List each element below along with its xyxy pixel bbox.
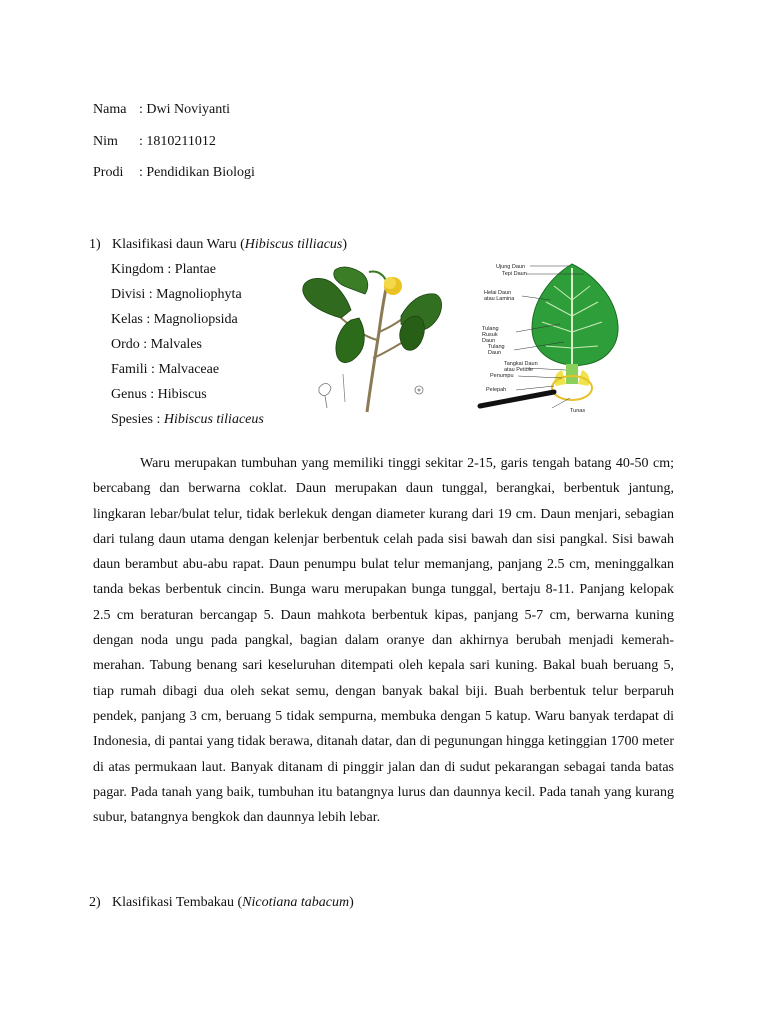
label-atau-lamina: atau Lamina (484, 296, 515, 302)
classification-spesies (111, 411, 264, 429)
classification-kingdom: Kingdom : Plantae (111, 262, 216, 277)
label-penumpu: Penumpu (490, 373, 514, 379)
label-atau-petiole: atau Petiole (504, 367, 534, 373)
classification-kelas: Kelas : Magnoliopsida (111, 312, 238, 327)
section-1-heading (89, 236, 347, 254)
species-value: Hibiscus tiliaceus (163, 412, 264, 427)
label-tulang-daun-2: Daun (488, 350, 502, 356)
section-2-title-prefix: Klasifikasi Tembakau ( (112, 895, 243, 910)
section-1-title-prefix: Klasifikasi daun Waru ( (112, 237, 245, 252)
section-2-heading (89, 894, 354, 912)
classification-genus: Genus : Hibiscus (111, 387, 207, 402)
hibiscus-branch-illustration (297, 262, 447, 414)
nim-label: Nim (93, 134, 118, 149)
label-tulang: Tulang (482, 326, 499, 332)
student-prodi-row (93, 164, 255, 182)
label-helai-daun: Helai Daun (484, 290, 512, 296)
label-tunas: Tunas (570, 408, 586, 414)
label-ujung-daun: Ujung Daun (496, 264, 526, 270)
label-pelepah: Pelepah (486, 387, 507, 393)
section-1-number: 1) (89, 237, 101, 252)
name-label: Nama (93, 102, 127, 117)
label-tulang-daun: Tulang (488, 344, 505, 350)
waru-description (93, 451, 674, 830)
section-2-title-italic: Nicotiana tabacum (242, 895, 350, 910)
classification-famili: Famili : Malvaceae (111, 362, 220, 377)
leaf-anatomy-diagram (466, 260, 622, 414)
nim-value: : 1810211012 (139, 134, 216, 149)
label-rusuk: Rusuk (482, 332, 498, 338)
name-value: : Dwi Noviyanti (139, 102, 230, 117)
classification-ordo: Ordo : Malvales (111, 337, 202, 352)
species-label: Spesies : (111, 412, 164, 427)
label-tepi-daun: Tepi Daun (502, 271, 527, 277)
prodi-value: : Pendidikan Biologi (139, 165, 255, 180)
student-nim-row (93, 133, 216, 151)
section-1-title-suffix: ) (342, 237, 348, 252)
classification-divisi: Divisi : Magnoliophyta (111, 287, 242, 302)
section-2-title-suffix: ) (349, 895, 354, 910)
section-1-title-italic: Hibiscus tilliacus (244, 237, 343, 252)
waru-description-paragraph: Waru merupakan tumbuhan yang memiliki tinggi sekitar 2-15, garis tengah batang 40-50 cm; bercabang dan berwarna coklat. Daun merupakan daun tunggal, berangkai, berbentuk jantung, lingkaran lebar/bulat telur, tidak berlekuk dengan diameter kurang dari 19 cm. Daun menjari, sebagian dari tulang daun utama dengan kelenjar berbentuk celah pada sisi bawah dan sisi pangkal. Sisi bawah daun berambut abu-abu rapat. Daun penumpu bulat telur memanjang, panjang 2.5 cm, meninggalkan tanda bekas berbentuk cincin. Bunga waru merupakan bunga tunggal, bertaju 8-11. Panjang kelopak 2.5 cm beraturan bercangap 5. Daun mahkota berbentuk kipas, panjang 5-7 cm, berwarna kuning dengan noda ungu pada pangkal, bagian dalam oranye dan akhirnya berubah menjadi kemerah-merahan. Tabung benang sari keseluruhan ditempati oleh kepala sari kuning. Bakal buah beruang 5, tiap rumah dibagi dua oleh sekat semu, dengan banyak bakal biji. Buah berbentuk telur berparuh pendek, panjang 3 cm, beruang 5 tidak sempurna, membuka dengan 5 katup. Waru banyak terdapat di Indonesia, di pantai yang tidak berawa, ditanah datar, dan di pegunungan hingga ketinggian 1700 meter di atas permukaan laut. Banyak ditanam di pinggir jalan dan di sudut pekarangan sebagai tanda batas pagar. Pada tanah yang baik, tumbuhan itu batangnya lurus dan daunnya kecil. Pada tanah yang kurang subur, batangnya bengkok dan daunnya lebih lebar. (93, 456, 674, 826)
student-name-row (93, 101, 230, 119)
section-2-number: 2) (89, 895, 101, 910)
prodi-label: Prodi (93, 165, 124, 180)
label-tangkai-daun: Tangkai Daun (504, 361, 538, 367)
label-daun: Daun (482, 338, 496, 344)
